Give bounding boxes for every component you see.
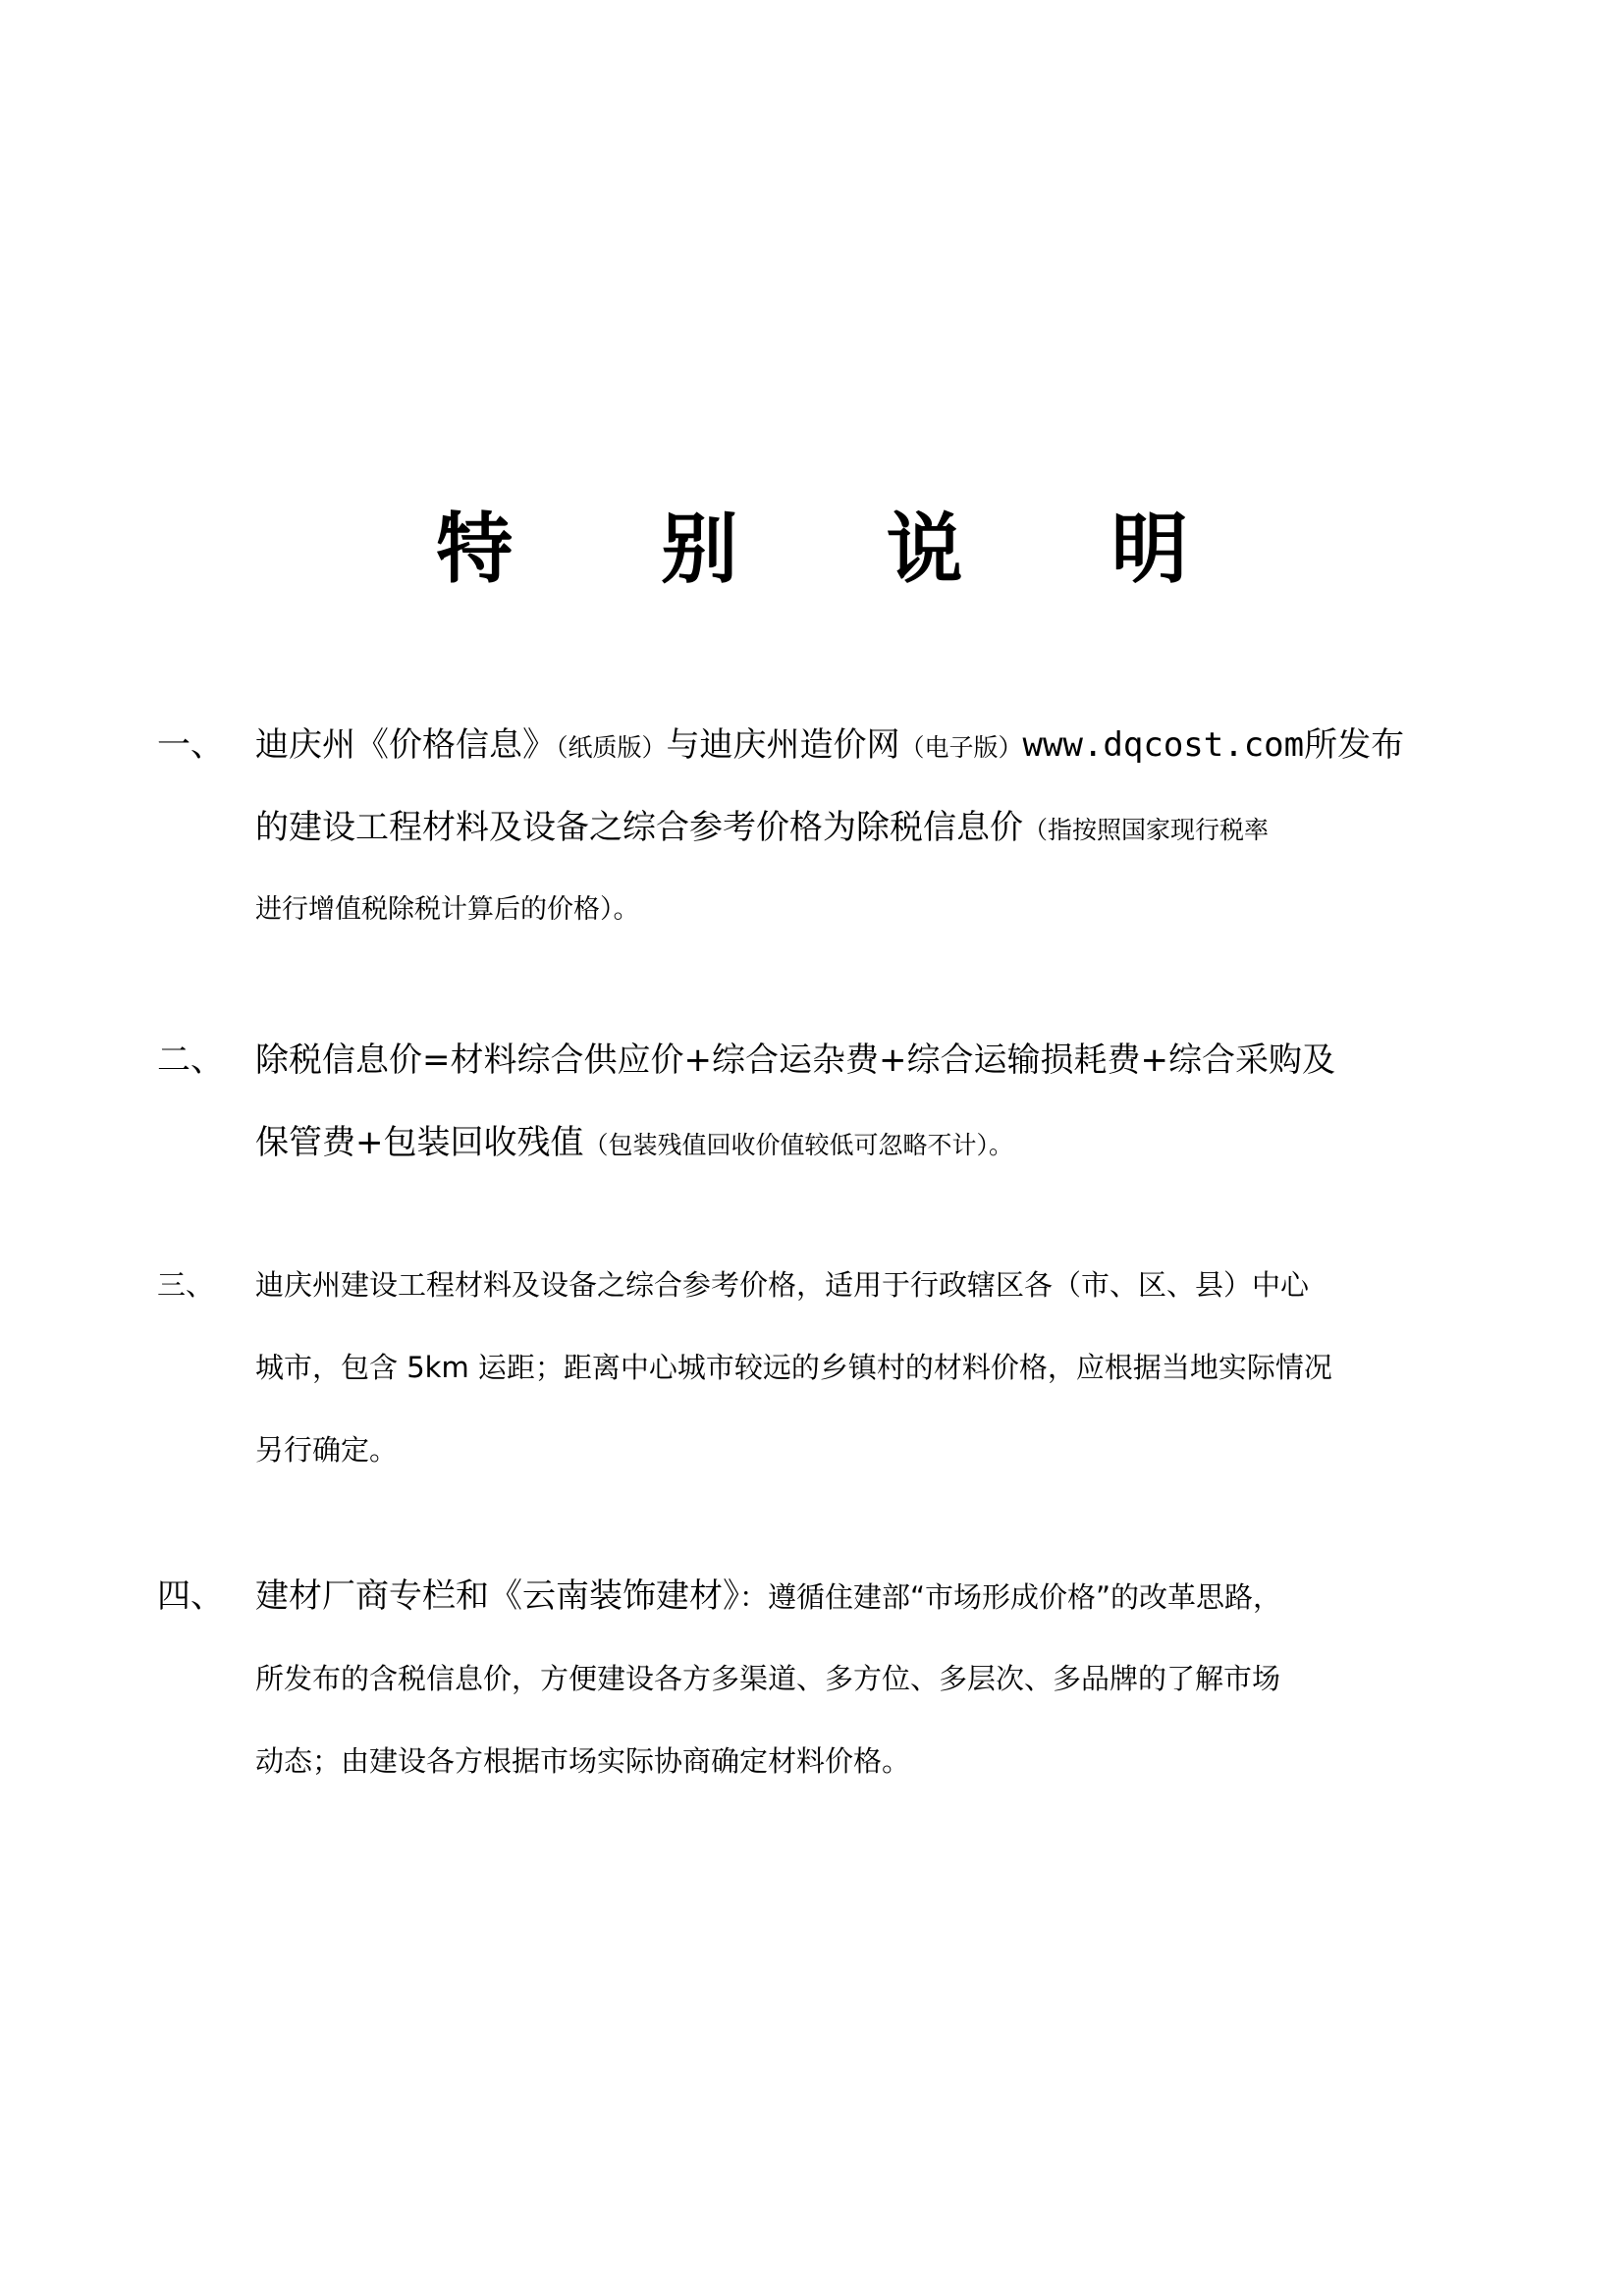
section-2-body <box>255 1033 1492 1198</box>
section-3-number: 三、 <box>157 1268 215 1302</box>
website-url: www.dqcost.com <box>1022 725 1305 765</box>
section-1-line-1 <box>255 718 1492 800</box>
section-1-body <box>255 718 1492 965</box>
section-1-line-1-part-b: （纸质版） <box>556 733 667 762</box>
section-1-line-2-part-b: （指按照国家现行税率 <box>1023 816 1270 844</box>
section-1-line-2 <box>255 800 1492 882</box>
section-4-line-3: 动态；由建设各方根据市场实际协商确定材料价格。 <box>255 1744 911 1778</box>
section-1-line-3: 进行增值税除税计算后的价格）。 <box>255 894 640 925</box>
section-3-line-1: 迪庆州建设工程材料及设备之综合参考价格，适用于行政辖区各（市、区、县）中心 <box>255 1268 1310 1302</box>
section-2-line-2-part-b: （包装残值回收价值较低可忽略不计）。 <box>583 1131 1014 1159</box>
section-4-line-1-part-b: ：遵循住建部“市场形成价格”的改革思路， <box>739 1580 1282 1614</box>
section-2-line-1: 除税信息价=材料综合供应价+综合运杂费+综合运输损耗费+综合采购及 <box>255 1041 1335 1080</box>
page-title: 特 别 说 明 <box>436 506 1249 594</box>
section-1-line-1-part-f: 所发布 <box>1304 725 1405 765</box>
section-1-line-2-part-a: 的建设工程材料及设备之综合参考价格为除税信息价 <box>255 808 1023 847</box>
section-2-line-2-part-a: 保管费+包装回收残值 <box>255 1123 584 1162</box>
section-1-line-1-part-d: （电子版） <box>899 733 1023 762</box>
section-4-body <box>255 1571 1492 1818</box>
section-2-number: 二、 <box>157 1041 224 1080</box>
section-4-number: 四、 <box>157 1576 224 1616</box>
section-1-line-1-part-a: 迪庆州《价格信息》 <box>255 725 556 765</box>
section-4-line-1 <box>255 1571 1492 1653</box>
section-3-line-2: 城市，包含 5km 运距；距离中心城市较远的乡镇村的材料价格，应根据当地实际情况 <box>255 1351 1332 1384</box>
section-2-line-2 <box>255 1115 1492 1198</box>
section-4-line-1-part-a: 建材厂商专栏和《云南装饰建材》 <box>255 1576 739 1616</box>
section-3-body <box>255 1259 1492 1507</box>
section-4-line-2: 所发布的含税信息价，方便建设各方多渠道、多方位、多层次、多品牌的了解市场 <box>255 1662 1281 1695</box>
section-1-number: 一、 <box>157 725 224 765</box>
section-1-line-1-part-c: 与迪庆州造价网 <box>666 725 900 765</box>
section-3-line-3: 另行确定。 <box>255 1433 399 1467</box>
